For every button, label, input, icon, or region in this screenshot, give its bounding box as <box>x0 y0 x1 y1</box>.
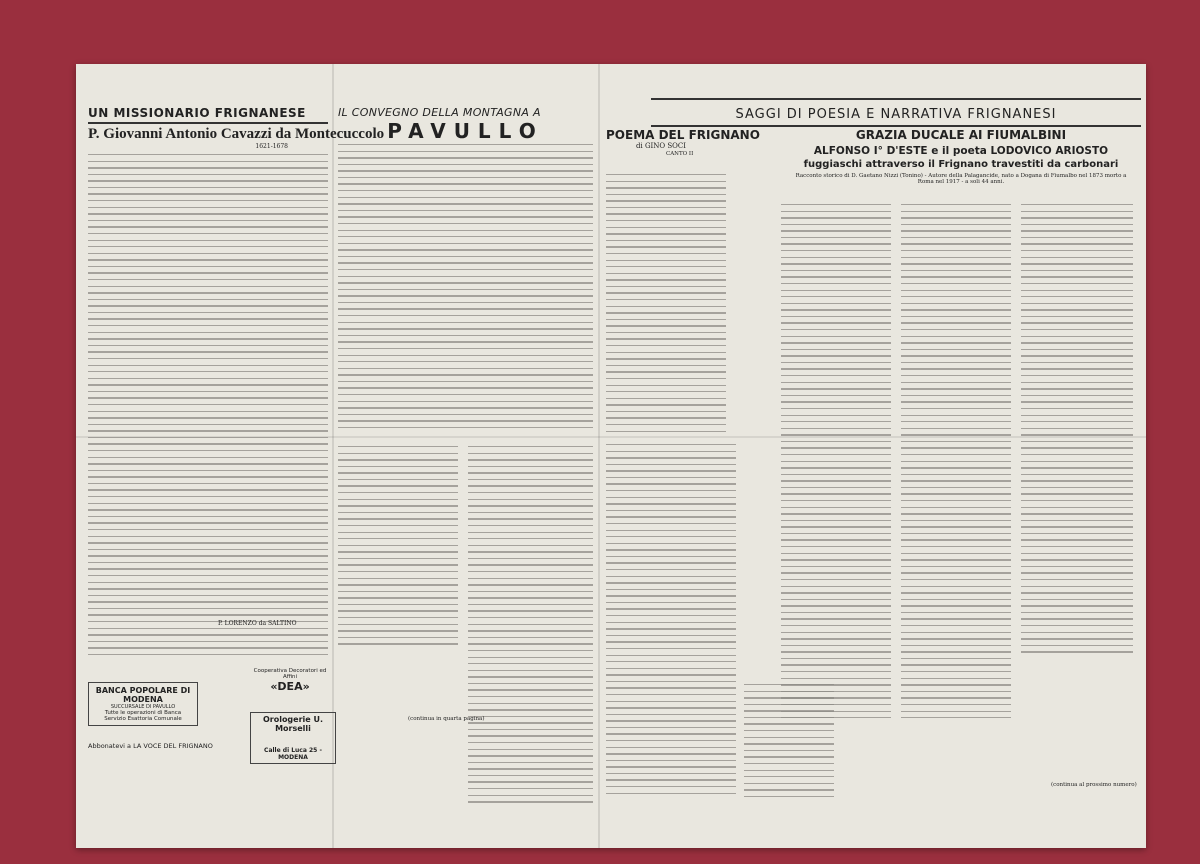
newspaper-sheet <box>76 64 1146 848</box>
ad-coop: Cooperativa Decoratori ed Affini <box>253 668 327 680</box>
headline-grazia: GRAZIA DUCALE AI FIUMALBINI <box>855 128 1067 142</box>
body-text-convegno-right <box>468 446 593 826</box>
body-text-grazia-2 <box>901 204 1011 804</box>
ad-orol-title: Orologerie U. Morselli <box>262 715 324 733</box>
ad-bank-title: BANCA POPOLARE DI MODENA <box>95 686 191 704</box>
ad-orol-address: Calle di Luca 25 - MODENA <box>264 747 322 761</box>
subhead-alfonso: ALFONSO I° D'ESTE e il poeta LODOVICO ARIOSTO <box>813 145 1109 157</box>
subscribe-note: Abbonatevi a LA VOCE DEL FRIGNANO <box>88 742 213 750</box>
section-banner <box>651 98 1141 127</box>
body-text-missionario <box>88 154 328 634</box>
headline-pavullo: PAVULLO <box>387 119 544 143</box>
grazia-header <box>791 128 1131 185</box>
ad-bank-line1: Tutte le operazioni di Banca <box>104 710 182 716</box>
continued-note: (continua in quarta pagina) <box>408 716 485 722</box>
dates-label: 1621-1678 <box>255 143 288 150</box>
fold-line-center <box>598 64 600 848</box>
divider <box>88 122 328 124</box>
intro-text-convegno <box>338 144 593 434</box>
author-soci: di GINO SOCI <box>636 142 687 150</box>
kicker-convegno: IL CONVEGNO DELLA MONTAGNA A <box>338 106 541 119</box>
kicker-missionario: UN MISSIONARIO FRIGNANESE <box>88 106 306 120</box>
ad-dea-title: «DEA» <box>270 680 310 693</box>
subhead-fuggiaschi: fuggiaschi attraverso il Frignano travestiti da carbonari <box>803 159 1119 170</box>
ad-dea <box>250 666 330 695</box>
canto-label: CANTO II <box>666 151 694 157</box>
body-text-convegno-left <box>338 446 458 656</box>
byline-saltino: P. LORENZO da SALTINO <box>218 620 297 627</box>
headline-cavazzi: P. Giovanni Antonio Cavazzi da Montecuccolo <box>88 126 385 142</box>
body-text-grazia-1 <box>781 204 891 804</box>
body-text-grazia-3 <box>1021 204 1133 804</box>
ad-orologerie <box>250 712 336 764</box>
article-grazia-ducale <box>651 64 1141 848</box>
ad-banca-popolare <box>88 682 198 726</box>
ad-bank-sub: SUCCURSALE DI PAVULLO <box>110 704 176 710</box>
headline-poema: POEMA DEL FRIGNANO <box>606 128 760 142</box>
banner-title: SAGGI DI POESIA E NARRATIVA FRIGNANESI <box>735 107 1057 122</box>
continued-note-right: (continua al prossimo numero) <box>1051 782 1137 788</box>
credit-nizzi: Racconto storico di D. Gaetano Nizzi (Tonino) - Autore della Palagancide, nato a Dogana di Fiumalbo nel 1873 morto a Roma nel 1917 - a soli 44 anni. <box>795 173 1127 185</box>
ad-bank-line2: Servizio Esattoria Comunale <box>104 716 182 722</box>
